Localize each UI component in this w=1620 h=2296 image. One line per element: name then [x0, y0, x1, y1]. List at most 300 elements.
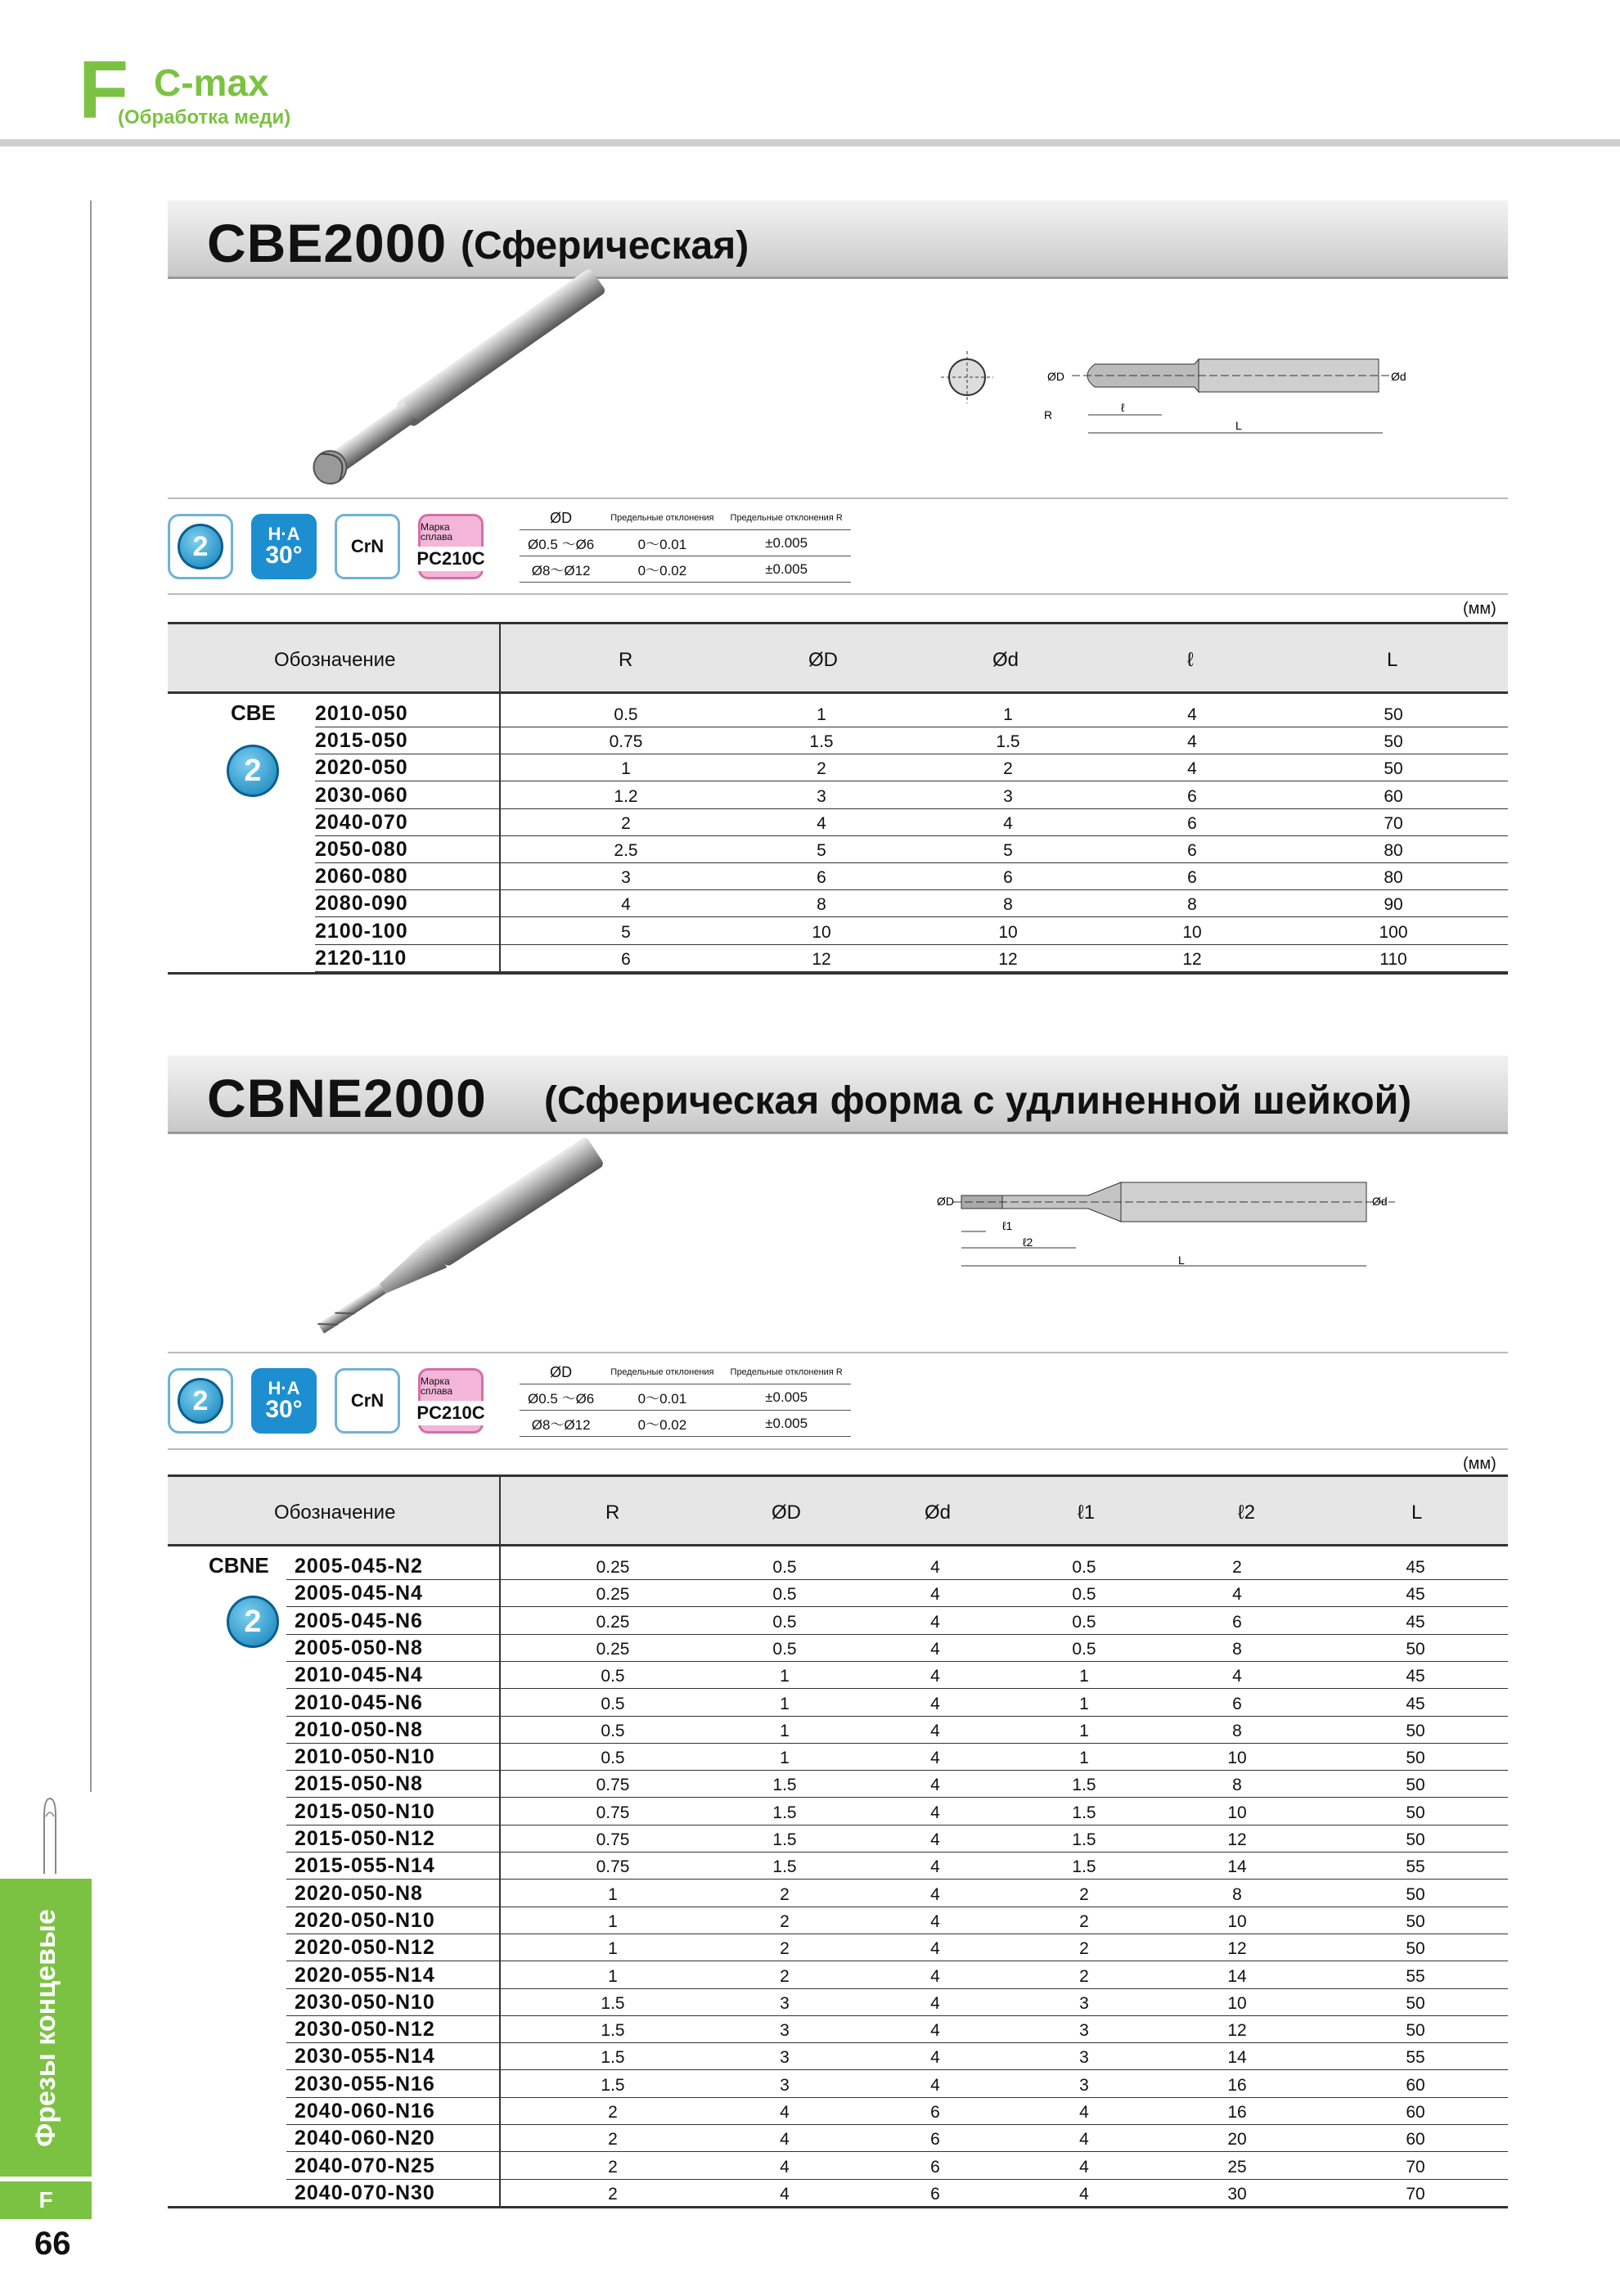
divider	[168, 593, 1508, 595]
row-cell: 45	[1406, 1694, 1425, 1713]
row-code: 2015-050-N8	[295, 1772, 423, 1796]
row-cell: 8	[1232, 1776, 1242, 1795]
row-cell: 2	[608, 2103, 618, 2122]
flute-count-badge: 2	[227, 745, 279, 797]
row-cell: 2	[1079, 1884, 1089, 1904]
row-cell: 0.75	[596, 1776, 630, 1795]
row-cell: 45	[1406, 1558, 1425, 1577]
col-D: ØD	[772, 1501, 801, 1524]
row-cell: 55	[1406, 1966, 1425, 1986]
row-cell: 4	[1079, 2157, 1089, 2177]
row-cell: 110	[1379, 949, 1407, 969]
row-cell: 4	[1187, 759, 1197, 779]
row-cell: 5	[817, 841, 826, 860]
row-cell: 10	[1227, 1803, 1247, 1822]
row-cell: 2.5	[614, 841, 638, 860]
row-cell: 4	[930, 1694, 940, 1713]
row-cell: 6	[1187, 813, 1197, 833]
row-code: 2040-070-N30	[295, 2181, 435, 2204]
row-cell: 1.5	[772, 1830, 797, 1849]
row-cell: 2	[780, 1939, 790, 1959]
row-cell: 3	[780, 2048, 790, 2068]
product-description: (Сферическая)	[461, 224, 749, 268]
table-row	[315, 836, 1508, 863]
row-cell: 2	[1079, 1939, 1089, 1959]
row-cell: 8	[817, 895, 826, 915]
dim-label-R: R	[1044, 408, 1053, 421]
dim-label-L: L	[1235, 419, 1242, 432]
row-cell: 1.5	[1072, 1830, 1096, 1849]
row-cell: 0.5	[1072, 1612, 1096, 1632]
row-cell: 10	[1227, 1911, 1247, 1931]
row-cell: 4	[930, 1776, 940, 1795]
row-cell: 4	[930, 1884, 940, 1904]
row-cell: 3	[780, 2021, 790, 2041]
row-cell: 0.5	[601, 1694, 625, 1713]
row-cell: 4	[930, 1721, 940, 1740]
row-code: 2010-045-N6	[295, 1690, 423, 1714]
row-cell: 1.5	[772, 1803, 797, 1822]
row-cell: 70	[1384, 813, 1403, 833]
product-line-title: C-max	[154, 61, 269, 104]
row-cell: 0.25	[596, 1558, 630, 1577]
row-cell: 1.5	[601, 2021, 625, 2041]
row-code: 2020-050-N8	[295, 1881, 423, 1905]
category-tab-label: Фрезы концевые	[29, 1908, 61, 2147]
row-cell: 50	[1406, 1721, 1425, 1740]
col-R: R	[605, 1501, 620, 1524]
dim-label-D: ØD	[937, 1195, 954, 1208]
row-code: 2030-050-N12	[295, 2018, 435, 2042]
product-code: CBNE2000	[207, 1068, 487, 1128]
row-cell: 8	[1232, 1639, 1242, 1659]
row-cell: 60	[1406, 2130, 1425, 2150]
row-cell: 8	[1232, 1721, 1242, 1740]
section-letter: F	[79, 44, 129, 136]
row-cell: 10	[812, 922, 831, 942]
row-cell: 50	[1406, 1776, 1425, 1795]
row-cell: 6	[930, 2130, 940, 2150]
row-cell: 1.5	[772, 1776, 797, 1795]
row-cell: 0.5	[1072, 1558, 1096, 1577]
row-cell: 2	[780, 1911, 790, 1931]
row-cell: 6	[1232, 1612, 1242, 1632]
table-row	[315, 700, 1508, 727]
row-code: 2030-050-N10	[295, 1990, 435, 2014]
row-cell: 0.5	[601, 1749, 625, 1768]
row-cell: 80	[1384, 868, 1403, 888]
row-cell: 1	[608, 1884, 618, 1904]
row-code: 2030-055-N14	[295, 2045, 435, 2069]
row-cell: 3	[621, 868, 631, 888]
product-banner-cbne2000	[168, 1056, 1508, 1134]
row-code: 2010-050-N8	[295, 1717, 423, 1741]
technical-drawing-cbne	[937, 1166, 1420, 1281]
row-cell: 3	[1079, 2075, 1089, 2095]
row-cell: 50	[1406, 1639, 1425, 1659]
row-cell: 1	[1079, 1721, 1089, 1740]
row-cell: 60	[1384, 786, 1403, 806]
row-cell: 50	[1406, 1830, 1425, 1849]
row-cell: 4	[930, 1749, 940, 1768]
row-cell: 6	[1187, 841, 1197, 860]
row-cell: 1	[608, 1911, 618, 1931]
row-cell: 1.5	[996, 732, 1020, 752]
col-l: ℓ	[1187, 649, 1194, 671]
col-l1: ℓ1	[1078, 1501, 1096, 1524]
row-cell: 50	[1406, 1911, 1425, 1931]
row-cell: 1	[608, 1939, 618, 1959]
row-cell: 4	[930, 1558, 940, 1577]
row-code: 2020-050-N10	[295, 1908, 435, 1932]
row-cell: 0.75	[609, 732, 643, 752]
row-cell: 2	[1003, 759, 1013, 779]
row-cell: 0.5	[772, 1558, 797, 1577]
dim-label-l2: ℓ2	[1023, 1236, 1033, 1249]
dim-label-d: Ød	[1372, 1195, 1388, 1208]
row-code: 2015-055-N14	[295, 1854, 435, 1878]
row-cell: 60	[1406, 2103, 1425, 2122]
row-cell: 50	[1406, 1939, 1425, 1959]
row-cell: 2	[780, 1884, 790, 1904]
row-cell: 3	[817, 786, 826, 806]
row-cell: 1.5	[772, 1857, 797, 1877]
row-cell: 2	[1079, 1966, 1089, 1986]
material-grade-icon: Марка сплава PC210C	[418, 1368, 484, 1434]
row-cell: 50	[1406, 1749, 1425, 1768]
row-cell: 3	[1079, 1993, 1089, 2013]
row-cell: 1.5	[1072, 1776, 1096, 1795]
series-label: CBE	[231, 700, 276, 725]
row-code: 2030-055-N16	[295, 2072, 435, 2096]
col-R: R	[619, 649, 633, 671]
row-cell: 50	[1406, 1993, 1425, 2013]
row-code: 2020-050	[315, 756, 408, 780]
row-cell: 1.5	[809, 732, 834, 752]
col-L: L	[1411, 1501, 1423, 1524]
product-banner-cbe2000	[168, 200, 1508, 279]
row-cell: 10	[1182, 922, 1202, 942]
row-cell: 70	[1406, 2184, 1425, 2204]
row-code: 2040-060-N20	[295, 2127, 435, 2150]
divider	[168, 497, 1508, 499]
row-cell: 4	[930, 1911, 940, 1931]
row-cell: 4	[930, 1585, 940, 1605]
row-cell: 4	[780, 2103, 790, 2122]
row-cell: 1	[1079, 1694, 1089, 1713]
row-cell: 5	[1003, 841, 1013, 860]
row-cell: 0.75	[596, 1803, 630, 1822]
row-cell: 6	[1187, 786, 1197, 806]
tolerance-table: ØD Предельные отклонения Предельные отклонения R Ø0.5 ～Ø6 0～0.01 ±0.005 Ø8～Ø12 0～0.02 ±0.005	[520, 507, 851, 583]
row-cell: 90	[1384, 895, 1403, 915]
table-row	[315, 809, 1508, 836]
row-code: 2040-070-N25	[295, 2154, 435, 2177]
row-code: 2080-090	[315, 892, 408, 916]
row-cell: 3	[1079, 2048, 1089, 2068]
row-cell: 0.5	[772, 1639, 797, 1659]
row-cell: 1.5	[601, 2075, 625, 2095]
row-code: 2005-045-N6	[295, 1609, 423, 1632]
row-cell: 1	[780, 1667, 790, 1686]
row-cell: 0.5	[1072, 1639, 1096, 1659]
row-code: 2040-070	[315, 810, 408, 834]
row-cell: 0.5	[601, 1667, 625, 1686]
row-cell: 30	[1227, 2184, 1247, 2204]
row-cell: 0.5	[772, 1585, 797, 1605]
row-cell: 2	[817, 759, 826, 779]
row-code: 2015-050	[315, 729, 408, 753]
dim-label-D: ØD	[1047, 370, 1064, 383]
row-cell: 8	[1232, 1884, 1242, 1904]
ball-end-mill-photo	[270, 282, 638, 479]
row-cell: 12	[998, 949, 1018, 969]
row-cell: 2	[1079, 1911, 1089, 1931]
table-row	[315, 890, 1508, 917]
row-cell: 4	[930, 1830, 940, 1849]
row-cell: 2	[1232, 1558, 1242, 1577]
page-number: 66	[34, 2226, 71, 2262]
row-cell: 16	[1227, 2103, 1247, 2122]
product-code: CBE2000	[207, 213, 448, 273]
row-cell: 1	[621, 759, 631, 779]
row-cell: 50	[1406, 1884, 1425, 1904]
row-cell: 6	[817, 868, 826, 888]
row-cell: 4	[1003, 813, 1013, 833]
row-code: 2030-060	[315, 783, 408, 807]
row-cell: 10	[1227, 1993, 1247, 2013]
row-cell: 3	[780, 2075, 790, 2095]
row-cell: 50	[1406, 2021, 1425, 2041]
row-cell: 4	[930, 2048, 940, 2068]
row-code: 2060-080	[315, 865, 408, 889]
row-cell: 60	[1406, 2075, 1425, 2095]
dim-label-d: Ød	[1391, 370, 1406, 383]
table-header-cbne	[168, 1474, 1508, 1546]
row-code: 2040-060-N16	[295, 2100, 435, 2123]
row-cell: 6	[930, 2103, 940, 2122]
side-rail-line	[90, 200, 92, 1792]
col-D: ØD	[808, 649, 838, 671]
unit-label: (мм)	[1463, 600, 1496, 618]
row-cell: 1	[817, 705, 826, 724]
row-cell: 4	[1232, 1585, 1242, 1605]
row-cell: 4	[1079, 2103, 1089, 2122]
row-code: 2100-100	[315, 919, 408, 943]
flute-count-badge: 2	[227, 1596, 279, 1648]
row-cell: 45	[1406, 1585, 1425, 1605]
row-cell: 6	[1003, 868, 1013, 888]
row-cell: 8	[1003, 895, 1013, 915]
row-cell: 6	[621, 949, 631, 969]
row-cell: 6	[1187, 868, 1197, 888]
row-cell: 6	[930, 2184, 940, 2204]
row-code: 2020-055-N14	[295, 1963, 435, 1987]
row-cell: 1	[1079, 1749, 1089, 1768]
row-cell: 0.5	[772, 1612, 797, 1632]
row-cell: 1	[780, 1721, 790, 1740]
row-cell: 4	[930, 1639, 940, 1659]
table-row	[315, 782, 1508, 809]
row-cell: 14	[1227, 1966, 1247, 1986]
row-cell: 3	[1003, 786, 1013, 806]
row-cell: 14	[1227, 1857, 1247, 1877]
row-cell: 20	[1227, 2130, 1247, 2150]
row-code: 2005-045-N2	[295, 1555, 423, 1578]
row-cell: 45	[1406, 1667, 1425, 1686]
row-code: 2010-050-N10	[295, 1745, 435, 1769]
row-cell: 4	[930, 1966, 940, 1986]
row-cell: 4	[621, 895, 631, 915]
row-cell: 4	[930, 1939, 940, 1959]
coating-icon: CrN	[335, 1368, 400, 1434]
row-cell: 0.75	[596, 1830, 630, 1849]
technical-drawing-cbe	[925, 340, 1406, 446]
long-neck-end-mill-photo	[278, 1146, 638, 1334]
row-cell: 25	[1227, 2157, 1247, 2177]
flute-count-icon: 2	[168, 514, 233, 579]
row-code: 2020-050-N12	[295, 1936, 435, 1960]
table-header-cbe	[168, 622, 1508, 694]
row-code: 2015-050-N10	[295, 1799, 435, 1823]
divider	[168, 1352, 1508, 1353]
row-code: 2015-050-N12	[295, 1827, 435, 1850]
row-code: 2005-045-N4	[295, 1582, 423, 1605]
dim-label-L: L	[1178, 1254, 1185, 1267]
row-cell: 0.75	[596, 1857, 630, 1877]
row-cell: 55	[1406, 1857, 1425, 1877]
row-cell: 4	[780, 2130, 790, 2150]
row-cell: 2	[780, 1966, 790, 1986]
row-cell: 4	[1079, 2184, 1089, 2204]
header-divider	[0, 139, 1620, 146]
row-cell: 55	[1406, 2048, 1425, 2068]
table-row	[315, 918, 1508, 945]
product-description: (Сферическая форма с удлиненной шейкой)	[544, 1079, 1412, 1123]
row-cell: 1	[780, 1694, 790, 1713]
row-cell: 2	[608, 2184, 618, 2204]
row-cell: 50	[1384, 705, 1403, 724]
row-cell: 4	[930, 1993, 940, 2013]
row-cell: 10	[998, 922, 1018, 942]
row-cell: 0.25	[596, 1585, 630, 1605]
col-l2: ℓ2	[1238, 1501, 1256, 1524]
row-cell: 4	[1187, 705, 1197, 724]
row-cell: 10	[1227, 1749, 1247, 1768]
row-code: 2050-080	[315, 838, 408, 861]
col-d: Ød	[925, 1501, 952, 1524]
tolerance-table: ØD Предельные отклонения Предельные отклонения R Ø0.5 ～Ø6 0～0.01 ±0.005 Ø8～Ø12 0～0.02 ±0.005	[520, 1362, 851, 1437]
row-cell: 1.5	[1072, 1857, 1096, 1877]
row-cell: 6	[930, 2157, 940, 2177]
divider	[168, 1448, 1508, 1450]
row-cell: 100	[1379, 922, 1408, 942]
row-code: 2005-050-N8	[295, 1636, 423, 1659]
row-cell: 16	[1227, 2075, 1247, 2095]
row-cell: 4	[780, 2184, 790, 2204]
table-row	[315, 727, 1508, 754]
row-cell: 50	[1384, 732, 1403, 752]
row-cell: 12	[1227, 1939, 1247, 1959]
row-cell: 2	[621, 813, 631, 833]
row-cell: 0.5	[614, 705, 638, 724]
row-cell: 0.5	[1072, 1585, 1096, 1605]
row-cell: 4	[930, 1857, 940, 1877]
coating-icon: CrN	[335, 514, 400, 579]
row-cell: 4	[930, 1803, 940, 1822]
material-grade-icon: Марка сплава PC210C	[418, 514, 484, 579]
row-cell: 12	[812, 949, 831, 969]
series-label: CBNE	[209, 1553, 269, 1578]
row-cell: 4	[817, 813, 826, 833]
row-cell: 2	[608, 2130, 618, 2150]
helix-angle-icon: H·A 30°	[251, 1368, 317, 1434]
table-row	[315, 863, 1508, 890]
row-code: 2010-050	[315, 702, 408, 725]
col-designation: Обозначение	[274, 649, 396, 671]
row-cell: 12	[1182, 949, 1202, 969]
row-cell: 3	[1079, 2021, 1089, 2041]
category-letter-badge: F	[0, 2181, 92, 2219]
dim-label-l: ℓ	[1121, 401, 1125, 414]
row-cell: 1	[1003, 705, 1013, 724]
row-cell: 4	[930, 1667, 940, 1686]
helix-angle-icon: H·A 30°	[251, 514, 317, 579]
row-cell: 6	[1232, 1694, 1242, 1713]
col-designation: Обозначение	[274, 1501, 396, 1524]
row-code: 2010-045-N4	[295, 1663, 423, 1687]
row-cell: 70	[1406, 2157, 1425, 2177]
row-cell: 50	[1406, 1803, 1425, 1822]
unit-label: (мм)	[1463, 1455, 1496, 1473]
row-cell: 1	[780, 1749, 790, 1768]
product-line-subtitle: (Обработка меди)	[118, 106, 291, 128]
flute-count-icon: 2	[168, 1368, 233, 1434]
row-cell: 1.5	[1072, 1803, 1096, 1822]
row-cell: 12	[1227, 2021, 1247, 2041]
row-cell: 80	[1384, 841, 1403, 860]
row-cell: 4	[1232, 1667, 1242, 1686]
row-cell: 14	[1227, 2048, 1247, 2068]
row-cell: 4	[930, 2021, 940, 2041]
table-row	[315, 945, 1508, 972]
row-cell: 0.25	[596, 1612, 630, 1632]
row-cell: 1	[608, 1966, 618, 1986]
row-cell: 4	[930, 1612, 940, 1632]
row-cell: 4	[780, 2157, 790, 2177]
end-mill-icon	[29, 1792, 70, 1874]
table-row	[315, 754, 1508, 781]
row-cell: 50	[1384, 759, 1403, 779]
row-cell: 1.5	[601, 1993, 625, 2013]
row-cell: 0.5	[601, 1721, 625, 1740]
col-d: Ød	[992, 649, 1019, 671]
row-code: 2120-110	[315, 946, 407, 970]
col-L: L	[1387, 649, 1398, 671]
row-cell: 0.25	[596, 1639, 630, 1659]
row-cell: 5	[621, 922, 631, 942]
row-cell: 1.2	[614, 786, 638, 806]
row-cell: 1	[1079, 1667, 1089, 1686]
row-cell: 45	[1406, 1612, 1425, 1632]
row-cell: 8	[1187, 895, 1197, 915]
row-cell: 4	[1187, 732, 1197, 752]
row-cell: 1.5	[601, 2048, 625, 2068]
row-cell: 2	[608, 2157, 618, 2177]
row-cell: 4	[1079, 2130, 1089, 2150]
row-cell: 3	[780, 1993, 790, 2013]
row-cell: 4	[930, 2075, 940, 2095]
